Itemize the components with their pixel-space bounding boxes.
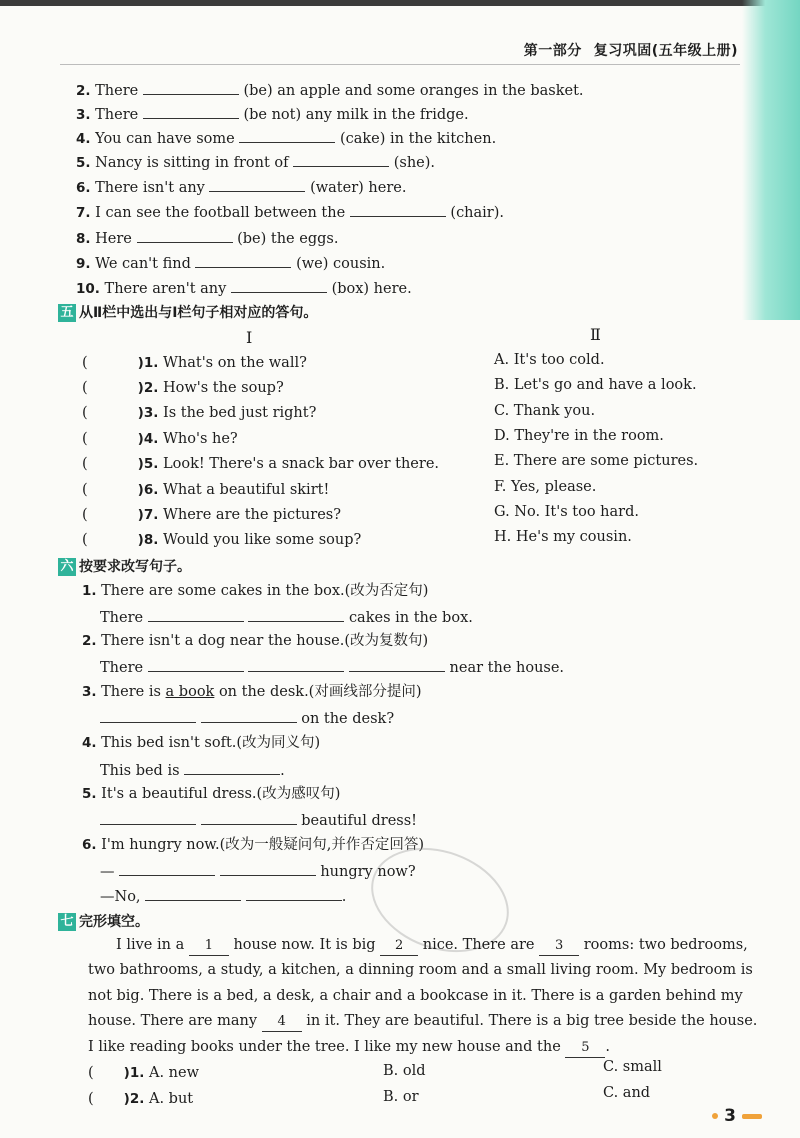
- answer-blank[interactable]: [350, 202, 446, 217]
- match-answer: D. They're in the room.: [494, 428, 664, 444]
- answer-blank[interactable]: [148, 657, 244, 672]
- answer-blank[interactable]: [100, 708, 196, 723]
- page-number: 3: [712, 1106, 762, 1126]
- cloze-blank[interactable]: 5: [565, 1039, 605, 1058]
- match-question: ( )1. What's on the wall?: [82, 355, 307, 371]
- match-question: ( )3. Is the bed just right?: [82, 405, 317, 421]
- rewrite-question: 4. This bed isn't soft.(改为同义句): [82, 735, 321, 751]
- answer-blank[interactable]: [119, 861, 215, 876]
- match-question: ( )5. Look! There's a snack bar over there.: [82, 456, 440, 472]
- match-answer: B. Let's go and have a look.: [494, 377, 697, 393]
- fill-item: 2. There (be) an apple and some oranges in the basket.: [76, 80, 584, 100]
- rewrite-answer: This bed is .: [100, 760, 285, 780]
- side-color-tab: [742, 0, 800, 320]
- answer-blank[interactable]: [239, 128, 335, 143]
- cloze-option: C. and: [603, 1085, 651, 1101]
- match-answer: F. Yes, please.: [494, 479, 597, 495]
- match-question: ( )4. Who's he?: [82, 431, 238, 447]
- header-part: 第一部分: [523, 43, 582, 59]
- dot-icon: [712, 1113, 718, 1119]
- match-question: ( )6. What a beautiful skirt!: [82, 482, 330, 498]
- answer-blank[interactable]: [100, 810, 196, 825]
- answer-blank[interactable]: [209, 177, 305, 192]
- cloze-line: I like reading books under the tree. I like my new house and the 5 .: [88, 1038, 610, 1058]
- cloze-line: not big. There is a bed, a desk, a chair and a bookcase in it. There is a garden behind my: [88, 988, 743, 1004]
- cloze-option-row: ( )2. A. but: [88, 1091, 194, 1107]
- bar-icon: [742, 1114, 762, 1119]
- fill-item: 9. We can't find (we) cousin.: [76, 253, 385, 273]
- match-question: ( )2. How's the soup?: [82, 380, 284, 396]
- answer-blank[interactable]: [293, 152, 389, 167]
- rewrite-question: 5. It's a beautiful dress.(改为感叹句): [82, 786, 341, 802]
- cloze-option: B. old: [383, 1063, 426, 1079]
- fill-item: 5. Nancy is sitting in front of (she).: [76, 152, 435, 172]
- answer-blank[interactable]: [220, 861, 316, 876]
- answer-blank[interactable]: [248, 657, 344, 672]
- cloze-blank[interactable]: 4: [262, 1013, 302, 1032]
- cloze-blank[interactable]: 3: [539, 937, 579, 956]
- section-seven-badge: 七: [58, 913, 76, 931]
- answer-blank[interactable]: [145, 886, 241, 901]
- cloze-line: house. There are many 4 in it. They are beautiful. There is a big tree beside the house.: [88, 1012, 757, 1032]
- section-five-title: 五 从Ⅱ栏中选出与Ⅰ栏句子相对应的答句。: [58, 304, 317, 322]
- match-answer: H. He's my cousin.: [494, 529, 632, 545]
- fill-item: 4. You can have some (cake) in the kitchen.: [76, 128, 496, 148]
- rewrite-question: 3. There is a book on the desk.(对画线部分提问): [82, 684, 422, 700]
- cloze-line: two bathrooms, a study, a kitchen, a dinning room and a small living room. My bedroom is: [88, 962, 753, 978]
- match-question: ( )8. Would you like some soup?: [82, 532, 362, 548]
- fill-item: 10. There aren't any (box) here.: [76, 278, 412, 298]
- fill-item: 8. Here (be) the eggs.: [76, 228, 338, 248]
- match-answer: C. Thank you.: [494, 403, 596, 419]
- answer-blank[interactable]: [201, 708, 297, 723]
- answer-blank[interactable]: [143, 104, 239, 119]
- header-title: 复习巩固(五年级上册): [593, 43, 738, 59]
- cloze-blank[interactable]: 2: [380, 937, 418, 956]
- answer-blank[interactable]: [246, 886, 342, 901]
- cloze-blank[interactable]: 1: [189, 937, 229, 956]
- fill-item: 6. There isn't any (water) here.: [76, 177, 406, 197]
- fill-item: 3. There (be not) any milk in the fridge.: [76, 104, 469, 124]
- rewrite-answer: There near the house.: [100, 657, 564, 677]
- cloze-option: B. or: [383, 1089, 419, 1105]
- answer-blank[interactable]: [201, 810, 297, 825]
- answer-blank[interactable]: [148, 607, 244, 622]
- top-edge: [0, 0, 800, 6]
- cloze-option-row: ( )1. A. new: [88, 1065, 200, 1081]
- rewrite-question: 1. There are some cakes in the box.(改为否定句): [82, 583, 429, 599]
- rewrite-answer: —No, .: [100, 886, 346, 906]
- answer-blank[interactable]: [231, 278, 327, 293]
- answer-blank[interactable]: [195, 253, 291, 268]
- section-six-badge: 六: [58, 558, 76, 576]
- rewrite-answer: on the desk?: [100, 708, 394, 728]
- match-answer: E. There are some pictures.: [494, 453, 699, 469]
- section-six-title: 六 按要求改写句子。: [58, 558, 191, 576]
- underlined-phrase: a book: [165, 684, 215, 700]
- answer-blank[interactable]: [248, 607, 344, 622]
- header-rule: [60, 64, 740, 65]
- answer-blank[interactable]: [137, 228, 233, 243]
- cloze-option: C. small: [603, 1059, 662, 1075]
- answer-blank[interactable]: [184, 760, 280, 775]
- rewrite-question: 2. There isn't a dog near the house.(改为复数句): [82, 633, 429, 649]
- answer-blank[interactable]: [143, 80, 239, 95]
- match-answer: G. No. It's too hard.: [494, 504, 639, 520]
- fill-item: 7. I can see the football between the (chair).: [76, 202, 504, 222]
- cloze-line: I live in a 1 house now. It is big 2 nice. There are 3 rooms: two bedrooms,: [116, 936, 748, 956]
- rewrite-question: 6. I'm hungry now.(改为一般疑问句,并作否定回答): [82, 837, 425, 853]
- rewrite-answer: beautiful dress!: [100, 810, 417, 830]
- page-header: [524, 40, 738, 60]
- match-question: ( )7. Where are the pictures?: [82, 507, 341, 523]
- rewrite-answer: — hungry now?: [100, 861, 416, 881]
- rewrite-answer: There cakes in the box.: [100, 607, 473, 627]
- answer-blank[interactable]: [349, 657, 445, 672]
- column-one-head: Ⅰ: [246, 328, 253, 347]
- section-five-badge: 五: [58, 304, 76, 322]
- column-two-head: Ⅱ: [590, 325, 601, 344]
- match-answer: A. It's too cold.: [494, 352, 605, 368]
- section-seven-title: 七 完形填空。: [58, 913, 149, 931]
